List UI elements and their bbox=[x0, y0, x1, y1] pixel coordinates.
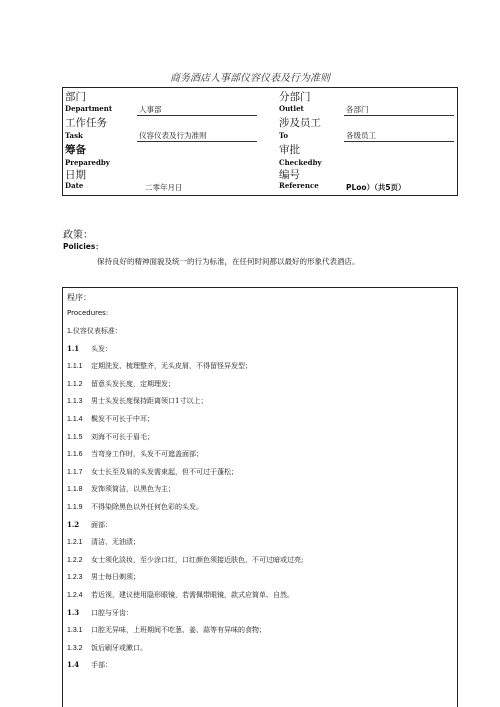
procedure-number: 1.2.2 bbox=[67, 556, 83, 564]
procedure-text: 手部： bbox=[91, 661, 112, 670]
procedure-number: 1.3 bbox=[67, 607, 80, 617]
procedure-row bbox=[67, 608, 133, 618]
procedure-text: 饭后刷牙或漱口。 bbox=[91, 643, 147, 652]
procedure-row bbox=[67, 467, 238, 477]
reference-label-en: Reference bbox=[279, 181, 319, 190]
procedure-row bbox=[67, 396, 207, 406]
outlet-label-en: Outlet bbox=[279, 104, 304, 113]
procedure-text: 留意头发长度，定期理发； bbox=[91, 379, 175, 388]
to-label-zh: 涉及员工 bbox=[279, 117, 321, 129]
procedures-title-zh: 程序： bbox=[67, 293, 91, 302]
procedure-text: 刘海不可长于眉毛； bbox=[91, 432, 154, 441]
procedure-row bbox=[67, 344, 112, 354]
procedure-row bbox=[67, 520, 112, 530]
date-label-en: Date bbox=[65, 181, 84, 190]
procedure-row bbox=[67, 572, 140, 582]
procedure-number: 1.1.2 bbox=[67, 380, 83, 388]
prepared-label-zh: 筹备 bbox=[65, 144, 86, 156]
document-title: 商务酒店人事部仪容仪表及行为准则 bbox=[170, 73, 330, 84]
procedure-row bbox=[67, 625, 266, 635]
procedure-row bbox=[67, 414, 154, 424]
procedure-row bbox=[67, 555, 303, 565]
date-value: 二零年月日 bbox=[145, 183, 183, 192]
procedure-number: 1.1.1 bbox=[67, 363, 83, 371]
procedure-row bbox=[67, 643, 147, 653]
procedure-number: 1.2.1 bbox=[67, 539, 83, 547]
procedure-number: 1.1.5 bbox=[67, 433, 83, 441]
task-value: 仪容仪表及行为准则 bbox=[139, 131, 207, 140]
procedure-text: 不得染除黑色以外任何色彩的头发。 bbox=[91, 503, 203, 511]
procedure-number: 1.1.6 bbox=[67, 451, 83, 459]
procedure-text: 发饰须简洁，以黑色为主； bbox=[91, 485, 175, 494]
procedure-row bbox=[67, 361, 252, 371]
policy-title-zh: 政策： bbox=[63, 230, 93, 241]
procedure-row bbox=[67, 537, 140, 547]
procedure-number: 1.4 bbox=[67, 660, 80, 670]
procedure-row bbox=[67, 379, 175, 389]
procedure-number: 1.1.9 bbox=[67, 504, 83, 511]
checked-label-zh: 审批 bbox=[279, 144, 300, 156]
procedure-row bbox=[67, 502, 203, 512]
prepared-label-en: Preparedby bbox=[65, 158, 110, 167]
procedure-number: 1.2 bbox=[67, 519, 80, 529]
procedure-text: 当弯身工作时，头发不可遮盖面部； bbox=[91, 450, 203, 459]
procedure-text: 男士头发长度保持距离领口1寸以上； bbox=[91, 397, 208, 406]
procedure-text: 面部： bbox=[91, 520, 112, 529]
reference-value: PLoo）（共5页） bbox=[346, 183, 406, 192]
procedure-text: 女士须化淡妆，至少涂口红，口红颜色须接近肤色，不可过暗或过亮; bbox=[91, 555, 304, 564]
procedure-text: 清洁、无油渍； bbox=[91, 538, 140, 547]
procedure-number: 1.仪容仪表标准： bbox=[67, 328, 122, 335]
department-label-en: Department bbox=[65, 104, 113, 113]
procedure-text: 若近视，建议使用隐形眼镜，若需佩带眼镜，款式应简单、自然。 bbox=[91, 591, 294, 599]
department-label-zh: 部门 bbox=[65, 91, 86, 103]
task-label-en: Task bbox=[65, 131, 83, 140]
procedure-number: 1.3.1 bbox=[67, 627, 83, 635]
procedure-text: 鬓发不可长于中耳； bbox=[91, 415, 154, 423]
to-label-en: To bbox=[279, 131, 289, 140]
procedure-text: 口腔无异味，上班期间不吃葱、姜、蒜等有异味的食物； bbox=[91, 626, 266, 635]
procedure-number: 1.2.3 bbox=[67, 574, 83, 582]
procedure-number: 1.1.7 bbox=[67, 468, 83, 476]
procedure-row bbox=[67, 449, 203, 459]
date-label-zh: 日期 bbox=[65, 169, 86, 181]
procedure-row bbox=[67, 660, 112, 670]
procedure-number: 1.1.3 bbox=[67, 398, 83, 406]
department-value: 人事部 bbox=[139, 105, 162, 114]
procedure-number: 1.1.4 bbox=[67, 416, 83, 423]
procedure-number: 1.2.4 bbox=[67, 592, 83, 599]
procedure-text: 头发： bbox=[91, 344, 112, 353]
procedures-box bbox=[62, 287, 458, 707]
procedure-text: 口腔与牙齿： bbox=[91, 608, 133, 617]
procedure-row bbox=[67, 590, 294, 600]
header-table bbox=[62, 87, 458, 196]
outlet-value: 各部门 bbox=[346, 105, 369, 114]
procedure-number: 1.1.8 bbox=[67, 486, 83, 494]
checked-label-en: Checkedby bbox=[279, 158, 322, 167]
procedure-number: 1.3.2 bbox=[67, 644, 83, 652]
policy-text: 保持良好的精神面貌及统一的行为标准，在任何时间都以最好的形象代表酒店。 bbox=[97, 257, 360, 266]
task-label-zh: 工作任务 bbox=[65, 117, 107, 129]
procedure-row bbox=[67, 484, 175, 494]
procedure-row bbox=[67, 326, 122, 336]
outlet-label-zh: 分部门 bbox=[279, 91, 311, 103]
policy-title-en: Policies： bbox=[63, 242, 103, 251]
procedure-text: 女士长至及肩的头发需束起，但不可过于蓬松； bbox=[91, 467, 238, 476]
procedures-title-en: Procedures: bbox=[67, 309, 109, 317]
reference-label-zh: 编号 bbox=[279, 169, 300, 181]
procedure-number: 1.1 bbox=[67, 343, 80, 353]
procedure-text: 定期洗发、梳理整齐，无头皮屑，不得留怪异发型； bbox=[91, 362, 252, 371]
procedure-text: 男士每日剃须； bbox=[91, 573, 140, 582]
procedure-row bbox=[67, 432, 154, 442]
to-value: 各级员工 bbox=[346, 131, 376, 140]
